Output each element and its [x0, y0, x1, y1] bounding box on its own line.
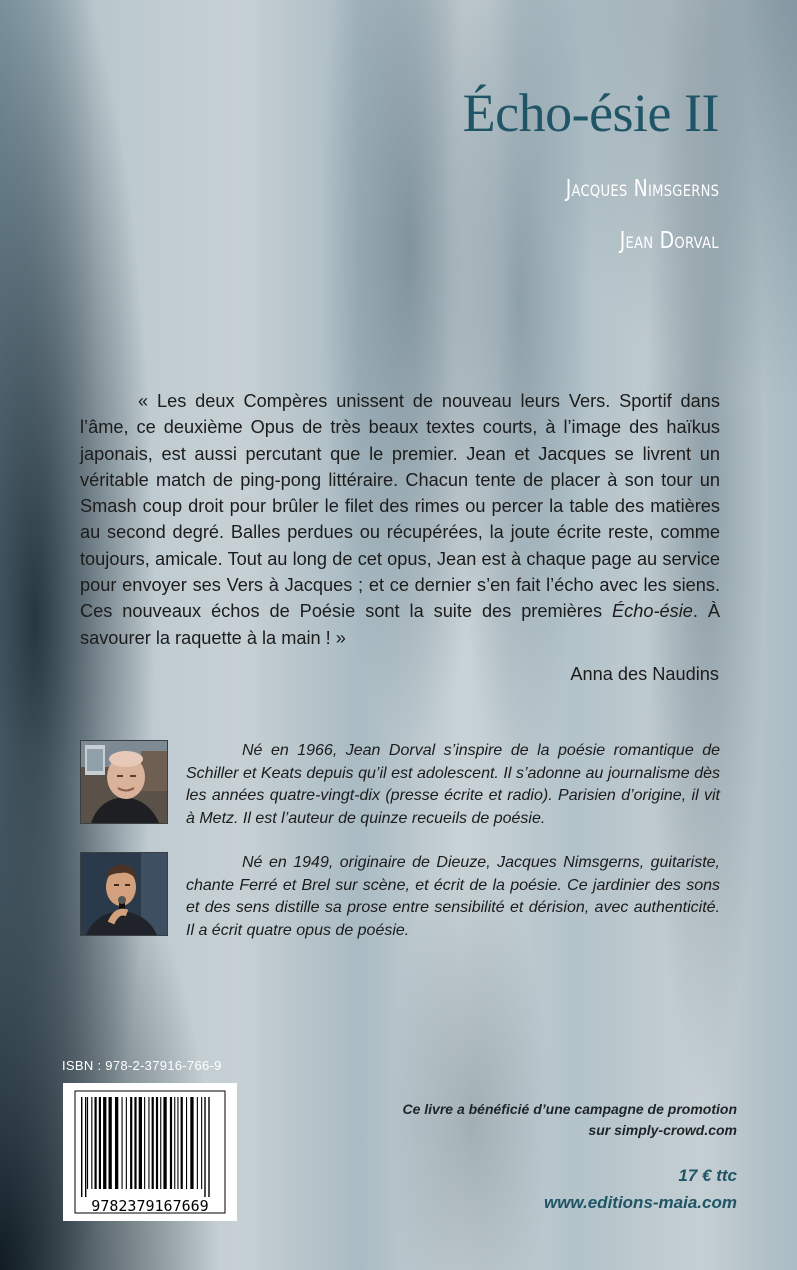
barcode-bar: [174, 1097, 175, 1189]
barcode-guard-bar: [81, 1097, 82, 1197]
barcode-bar: [201, 1097, 202, 1189]
barcode-digits: 9782379167669: [91, 1197, 209, 1215]
barcode-bar: [130, 1097, 132, 1189]
author-bio-jean-dorval: [80, 740, 720, 830]
author-name-2: Jean Dorval: [619, 228, 719, 254]
author-name-1: Jacques Nimsgerns: [565, 176, 719, 202]
barcode-guard-bar: [204, 1097, 205, 1197]
author-bio-jacques-nimsgerns: [80, 852, 720, 942]
barcode-bar: [190, 1097, 193, 1189]
isbn-label: ISBN : 978-2-37916-766-9: [62, 1058, 222, 1073]
blurb-text-end: . À savourer la raquette à la main ! »: [80, 601, 720, 648]
barcode-bar: [156, 1097, 158, 1189]
back-cover-blurb: [80, 388, 720, 651]
blurb-signature: Anna des Naudins: [570, 664, 719, 684]
barcode-bar: [115, 1097, 118, 1189]
barcode-bar: [144, 1097, 145, 1189]
barcode-bar: [181, 1097, 183, 1189]
barcode-bar: [177, 1097, 178, 1189]
barcode-bar: [99, 1097, 101, 1189]
barcode-bar: [163, 1097, 166, 1189]
barcode-bar: [126, 1097, 127, 1189]
barcode-bar: [87, 1097, 88, 1189]
barcode-bar: [152, 1097, 154, 1189]
promotion-note: [402, 1099, 737, 1141]
book-title: Écho-ésie II: [462, 83, 719, 143]
barcode-bar: [109, 1097, 112, 1189]
promotion-line-2: sur simply-crowd.com: [588, 1122, 737, 1138]
blurb-text: « Les deux Compères unissent de nouveau leurs Vers. Sportif dans l’âme, ce deuxième Opus de très beaux textes courts, à l’image des haïkus japonais, est aussi percutant que le premier. Jean et Jacques se livrent un véritable match de ping-pong littéraire. Chacun tente de placer à son tour un Smash coup droit pour brûler le filet des rimes ou percer la table des matières au second degré. Balles perdues ou récupérées, la joute écrite reste, comme toujours, amicale. Tout au long de cet opus, Jean est à chaque page au service pour envoyer ses Vers à Jacques ; et ce dernier s’en fait l’écho avec les siens. Ces nouveaux échos de Poésie sont la suite des premières: [80, 391, 720, 622]
author-photo-jacques-nimsgerns: [80, 852, 168, 936]
barcode-bar: [95, 1097, 97, 1189]
barcode-bar: [160, 1097, 161, 1189]
blurb-book-title: Écho-ésie: [611, 601, 693, 622]
barcode-bar: [103, 1097, 106, 1189]
isbn-barcode: [63, 1083, 237, 1221]
author-photo-jean-dorval: [80, 740, 168, 824]
book-price: 17 € ttc: [678, 1166, 737, 1185]
promotion-line-1: Ce livre a bénéficié d’une campagne de promotion: [402, 1101, 737, 1117]
bio-text-jean-dorval: Né en 1966, Jean Dorval s’inspire de la poésie romantique de Schiller et Keats depuis qu’il est adolescent. Il s’adonne au journalisme dès les années quatre-vingt-dix (presse écrite et radio). Parisien d’origine, il vit à Metz. Il est l’auteur de quinze recueils de poésie.: [186, 742, 720, 827]
barcode-bar: [91, 1097, 92, 1189]
bio-text-jacques-nimsgerns: Né en 1949, originaire de Dieuze, Jacques Nimsgerns, guitariste, chante Ferré et Brel sur scène, et écrit de la poésie. Ce jardinier des sons et des sens distille sa prose entre sensibilité et dérision, avec authenticité. Il a écrit quatre opus de poésie.: [186, 854, 720, 939]
barcode-bar: [139, 1097, 142, 1189]
barcode-bar: [186, 1097, 187, 1189]
publisher-website: www.editions-maia.com: [543, 1193, 737, 1212]
barcode-guard-bar: [85, 1097, 86, 1197]
barcode-bar: [170, 1097, 172, 1189]
barcode-bar: [122, 1097, 123, 1189]
barcode-bar: [197, 1097, 198, 1189]
barcode-guard-bar: [208, 1097, 209, 1197]
barcode-bar: [134, 1097, 136, 1189]
barcode-bar: [148, 1097, 149, 1189]
